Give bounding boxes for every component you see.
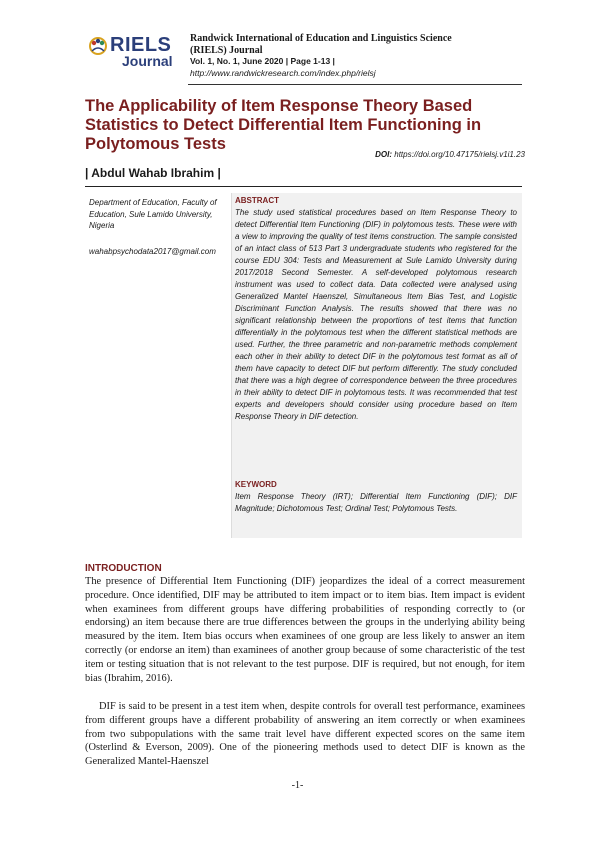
- body-paragraph: The presence of Differential Item Functioning (DIF) jeopardizes the ideal of a correct measurement procedure. Once identified, DIF may be attributed to item impact or to item bias. Item impact is evident when examinees from different groups have differing probabilities of responding correctly to (or endorsing) an item because there are true differences between the groups in the underlying ability being measured by the item. Item bias occurs when examinees of one group are less likely to answer an item correctly (or endorse an item) than examinees of another group because of some characteristic of the test item or testing situation that is not relevant to the test purpose. DIF is required, but not enough, for item bias (Ibrahim, 2016).: [85, 576, 525, 684]
- doi-line: [345, 150, 525, 159]
- keyword-text: Item Response Theory (IRT); Differential Item Functioning (DIF); DIF Magnitude; Dichotomous Test; Ordinal Test; Polytomous Tests.: [235, 492, 517, 513]
- article-title: The Applicability of Item Response Theory Based Statistics to Detect Differential Item Functioning in Polytomous Tests: [85, 97, 482, 153]
- logo-emblem-icon: [88, 36, 108, 56]
- doi-label: DOI:: [375, 150, 393, 159]
- body-paragraph: DIF is said to be present in a test item when, despite controls for overall test performance, examinees from different groups have a different probability of answering an item correctly or when examinees from two subpopulations with the same trait level have different expected scores on the same item (Osterlind & Everson, 2009). One of the pioneering methods used to detect DIF is known as the Generalized Mantel-Haenszel: [85, 701, 525, 768]
- logo-subtext: Journal: [122, 53, 173, 69]
- logo-text: RIELS: [110, 34, 172, 56]
- author-affiliation: Department of Education, Faculty of Education, Sule Lamido University, Nigeria: [89, 198, 217, 230]
- journal-title: Randwick International of Education and Linguistics Science (RIELS) Journal: [190, 33, 452, 56]
- header-divider: [188, 84, 522, 85]
- introduction-heading: INTRODUCTION: [85, 563, 162, 574]
- keyword-heading: KEYWORD: [235, 480, 277, 489]
- abstract-text: The study used statistical procedures based on Item Response Theory to detect Differential Item Functioning (DIF) in polytomous tests. These were with a view to improving the quality of test items construction. The sample consisted of an intact class of 513 Part 3 undergraduate students who registered for the course EDU 304: Tests and Measurement at Sule Lamido University during 2017/2018 Second Semester. A self-developed polytomous research instrument was used to collect data. Data collected were analysed using Generalized Mantel Haenszel, Simultaneous Item Bias Test, and Logistic Discriminant Function Analysis. The results showed that there was no significant relationship between the proportions of test items that function differentially in the polytomous test when the different statistical methods are used. Further, the three parametric and non-parametric methods complement each other in their ability to detect DIF in the polytomous test format as all of them have capacity to detect DIF but perform differently. The study concluded that there was a high degree of correspondence between the three procedures in their ability to detect DIF in polytomous tests. It was recommended that test experts and developers should consider using procedure based on Item Response Theory in DIF detection.: [235, 208, 517, 421]
- journal-info: [190, 33, 490, 79]
- author-divider: [85, 186, 522, 187]
- author-name: | Abdul Wahab Ibrahim |: [85, 166, 221, 180]
- journal-logo: [88, 36, 183, 70]
- page-number: -1-: [291, 780, 304, 791]
- journal-url[interactable]: http://www.randwickresearch.com/index.php/rielsj: [190, 67, 376, 78]
- abstract-heading: ABSTRACT: [235, 196, 279, 205]
- volume-line: Vol. 1, No. 1, June 2020 | Page 1-13 |: [190, 56, 335, 66]
- doi-link[interactable]: https://doi.org/10.47175/rielsj.v1i1.23: [394, 150, 525, 159]
- author-email[interactable]: wahabpsychodata2017@gmail.com: [89, 247, 216, 256]
